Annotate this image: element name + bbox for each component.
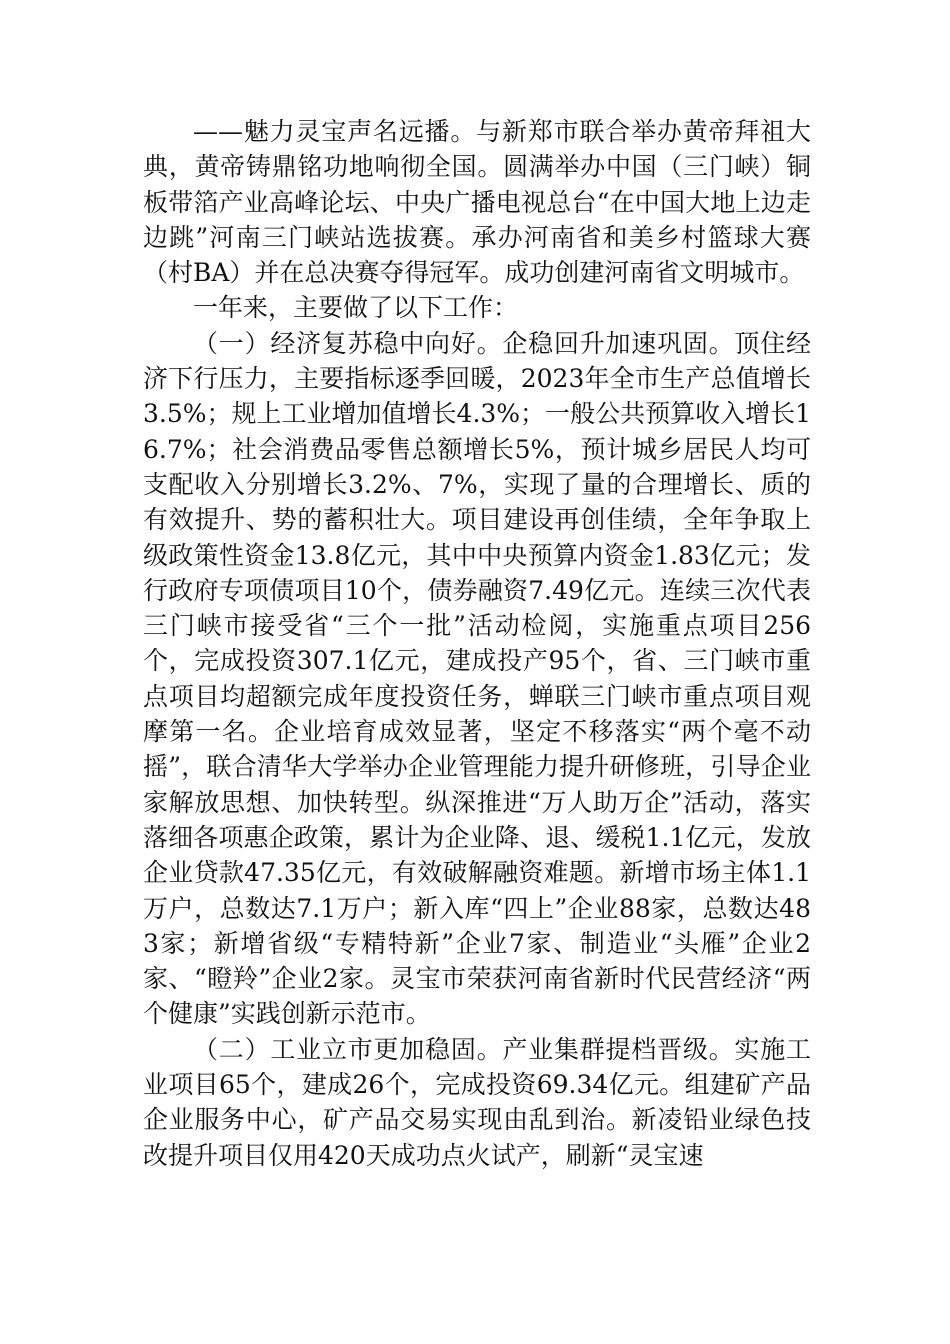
paragraph-charm-lingbao: ——魅力灵宝声名远播。与新郑市联合举办黄帝拜祖大典，黄帝铸鼎铭功地响彻全国。圆满举办中国（三门峡）铜板带箔产业高峰论坛、中央广播电视总台“在中国大地上边走边跳”河南三门峡站选拔赛。承办河南省和美乡村篮球大赛（村BA）并在总决赛夺得冠军。成功创建河南省文明城市。: [143, 117, 811, 288]
document-body: [143, 114, 811, 1173]
paragraph-economy-recovery: （一）经济复苏稳中向好。企稳回升加速巩固。顶住经济下行压力，主要指标逐季回暖，2023年全市生产总值增长3.5%；规上工业增加值增长4.3%；一般公共预算收入增长16.7%；社会消费品零售总额增长5%，预计城乡居民人均可支配收入分别增长3.2%、7%，实现了量的合理增长、质的有效提升、势的蓄积壮大。项目建设再创佳绩，全年争取上级政策性资金13.8亿元，其中中央预算内资金1.83亿元；发行政府专项债项目10个，债券融资7.49亿元。连续三次代表三门峡市接受省“三个一批”活动检阅，实施重点项目256个，完成投资307.1亿元，建成投产95个，省、三门峡市重点项目均超额完成年度投资任务，蝉联三门峡市重点项目观摩第一名。企业培育成效显著，坚定不移落实“两个毫不动摇”，联合清华大学举办企业管理能力提升研修班，引导企业家解放思想、加快转型。纵深推进“万人助万企”活动，落实落细各项惠企政策，累计为企业降、退、缓税1.1亿元，发放企业贷款47.35亿元，有效破解融资难题。新增市场主体1.1万户，总数达7.1万户；新入库“四上”企业88家，总数达483家；新增省级“专精特新”企业7家、制造业“头雁”企业2家、“瞪羚”企业2家。灵宝市荣获河南省新时代民营经济“两个健康”实践创新示范市。: [143, 328, 811, 1029]
paragraph-work-intro: 一年来，主要做了以下工作：: [193, 293, 519, 323]
paragraph-industry: （二）工业立市更加稳固。产业集群提档晋级。实施工业项目65个，建成26个，完成投资69.34亿元。组建矿产品企业服务中心，矿产品交易实现由乱到治。新凌铅业绿色技改提升项目仅用420天成功点火试产，刷新“灵宝速: [143, 1034, 811, 1170]
